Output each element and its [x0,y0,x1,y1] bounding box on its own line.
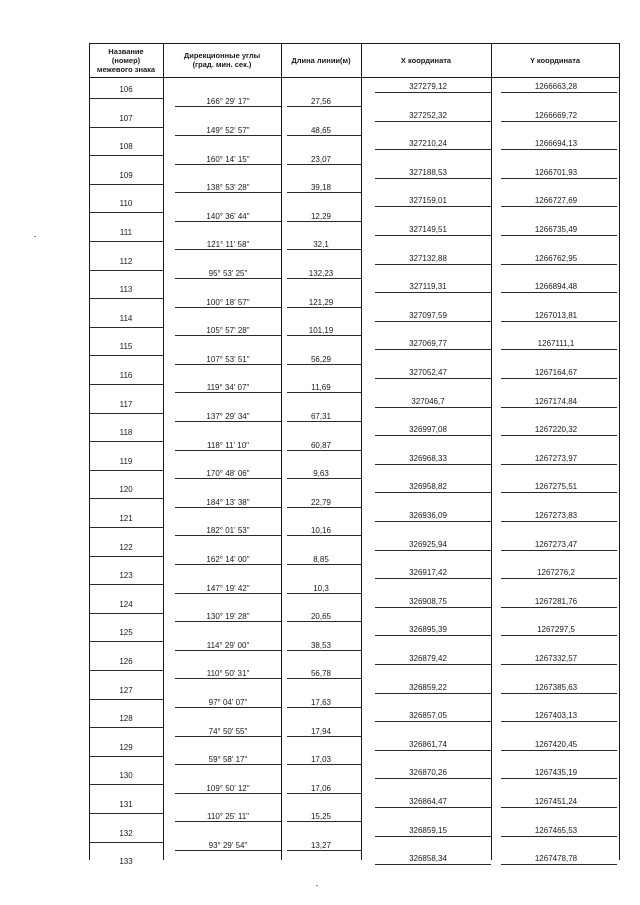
column-divider [491,43,492,860]
y-coordinate: 1267281,76 [534,596,578,606]
direction-angle: 105° 57' 28" [206,326,250,336]
x-underline [375,349,491,350]
header-direction-angle: Дирекционные углы (град. мин. сек.) [183,51,261,69]
line-length: 15,25 [310,812,332,822]
y-underline [501,235,617,236]
y-coordinate: 1267164,67 [534,368,578,377]
y-coordinate: 1267420,45 [534,739,578,749]
y-coordinate: 1266663,28 [534,82,578,91]
direction-angle: 184° 13' 38" [206,497,250,507]
y-underline [501,492,617,493]
y-underline [501,264,617,265]
length-underline [287,307,361,308]
y-coordinate: 1267276,2 [537,568,575,578]
line-length: 17,06 [310,783,332,793]
direction-angle: 119° 34' 07" [206,383,250,393]
line-length: 9,63 [313,469,329,479]
x-coordinate: 326857,05 [409,711,447,721]
x-coordinate: 326958,82 [409,482,447,492]
y-coordinate: 1266762,95 [534,253,578,263]
x-coordinate: 327149,51 [409,225,447,234]
point-name: 120 [119,485,133,495]
x-underline [375,550,491,551]
line-length: 56,29 [310,354,332,364]
x-underline [375,292,491,293]
point-name: 130 [119,771,133,781]
direction-angle: 107° 53' 51" [206,354,250,364]
direction-angle: 140° 36' 44" [206,211,250,221]
point-name: 113 [119,285,133,295]
table-border-right [619,43,620,860]
length-underline [287,478,361,479]
x-underline [375,378,491,379]
angle-underline [175,564,281,565]
line-length: 132,23 [308,268,334,278]
y-coordinate: 1266727,69 [534,196,578,206]
line-length: 12,29 [310,211,332,221]
name-underline [89,270,163,271]
x-coordinate: 327046,7 [411,396,445,406]
angle-underline [175,535,281,536]
length-underline [287,135,361,136]
y-underline [501,464,617,465]
x-underline [375,235,491,236]
x-underline [375,435,491,436]
x-underline [375,178,491,179]
column-divider [163,43,164,860]
direction-angle: 149° 52' 57" [206,125,250,135]
x-coordinate: 327119,31 [409,282,447,292]
direction-angle: 74° 50' 55" [208,726,248,736]
length-underline [287,507,361,508]
line-length: 13,27 [310,840,332,850]
direction-angle: 97° 04' 07" [208,697,248,707]
name-underline [89,298,163,299]
angle-underline [175,821,281,822]
name-underline [89,241,163,242]
direction-angle: 130° 19' 28" [206,612,250,622]
point-name: 114 [119,313,133,323]
length-underline [287,764,361,765]
line-length: 121,29 [308,297,334,307]
line-length: 32,1 [313,240,329,250]
line-length: 17,03 [310,755,332,765]
angle-underline [175,764,281,765]
y-underline [501,807,617,808]
x-coordinate: 327210,24 [409,139,447,149]
x-underline [375,521,491,522]
length-underline [287,221,361,222]
x-underline [375,836,491,837]
x-underline [375,721,491,722]
y-coordinate: 1267273,47 [534,539,578,549]
angle-underline [175,278,281,279]
length-underline [287,821,361,822]
length-underline [287,335,361,336]
x-coordinate: 326859,22 [409,682,447,692]
line-length: 17,94 [310,726,332,736]
name-underline [89,212,163,213]
name-underline [89,784,163,785]
direction-angle: 114° 29' 00" [206,640,250,650]
length-underline [287,564,361,565]
length-underline [287,593,361,594]
x-coordinate: 326917,42 [409,568,447,578]
x-underline [375,607,491,608]
length-underline [287,392,361,393]
x-underline [375,121,491,122]
x-coordinate: 327279,12 [409,82,447,91]
x-coordinate: 326997,08 [409,425,447,435]
length-underline [287,793,361,794]
point-name: 108 [119,142,133,152]
x-coordinate: 327052,47 [409,368,447,377]
y-underline [501,607,617,608]
point-name: 109 [119,170,133,180]
name-underline [89,127,163,128]
angle-underline [175,249,281,250]
y-coordinate: 1267220,32 [534,425,578,435]
angle-underline [175,621,281,622]
name-underline [89,842,163,843]
y-coordinate: 1267403,13 [534,711,578,721]
line-length: 8,85 [313,554,329,564]
direction-angle: 59° 58' 17" [208,755,248,765]
y-coordinate: 1267385,63 [534,682,578,692]
point-name: 118 [119,428,133,438]
line-length: 38,53 [310,640,332,650]
name-underline [89,413,163,414]
header-x-coordinate: X координата [400,55,452,65]
y-underline [501,121,617,122]
x-coordinate: 326895,39 [409,625,447,635]
x-coordinate: 326870,26 [409,768,447,778]
scan-speck [316,885,318,886]
y-underline [501,750,617,751]
length-underline [287,850,361,851]
x-underline [375,149,491,150]
angle-underline [175,678,281,679]
x-underline [375,578,491,579]
y-underline [501,664,617,665]
point-name: 133 [119,857,133,867]
x-coordinate: 327252,32 [409,110,447,120]
direction-angle: 147° 19' 42" [206,583,250,593]
line-length: 17,63 [310,697,332,707]
line-length: 11,69 [311,383,331,393]
y-underline [501,178,617,179]
name-underline [89,155,163,156]
point-name: 124 [119,599,133,609]
length-underline [287,192,361,193]
y-coordinate: 1267275,51 [534,482,578,492]
x-underline [375,206,491,207]
angle-underline [175,736,281,737]
direction-angle: 100° 18' 57" [206,297,250,307]
point-name: 121 [119,514,133,523]
name-underline [89,727,163,728]
y-underline [501,149,617,150]
x-underline [375,635,491,636]
length-underline [287,736,361,737]
length-underline [287,164,361,165]
y-coordinate: 1267174,84 [534,396,578,406]
header-point-name: Название (номер) межевого знака [96,46,156,74]
y-coordinate: 1267451,24 [534,797,578,806]
x-underline [375,92,491,93]
x-coordinate: 326859,15 [409,825,447,835]
y-coordinate: 1267013,81 [534,310,578,320]
point-name: 112 [119,256,133,266]
length-underline [287,249,361,250]
angle-underline [175,364,281,365]
x-underline [375,407,491,408]
point-name: 131 [119,800,133,809]
line-length: 56,78 [310,669,332,679]
y-underline [501,864,617,865]
x-underline [375,664,491,665]
direction-angle: 162° 14' 00" [206,554,250,564]
angle-underline [175,192,281,193]
direction-angle: 160° 14' 15" [206,154,250,164]
y-coordinate: 1267111,1 [537,339,575,349]
angle-underline [175,307,281,308]
point-name: 111 [119,228,133,237]
scan-speck [34,236,36,237]
length-underline [287,278,361,279]
direction-angle: 110° 50' 31" [206,669,250,679]
y-coordinate: 1267332,57 [534,654,578,663]
name-underline [89,756,163,757]
y-underline [501,407,617,408]
y-underline [501,435,617,436]
column-divider [281,43,282,860]
direction-angle: 95° 53' 25" [208,268,248,278]
name-underline [89,441,163,442]
header-y-coordinate: Y координата [529,55,581,65]
angle-underline [175,478,281,479]
x-underline [375,693,491,694]
angle-underline [175,135,281,136]
point-name: 122 [119,542,133,552]
angle-underline [175,164,281,165]
y-underline [501,550,617,551]
direction-angle: 109° 50' 12" [206,783,250,793]
y-underline [501,778,617,779]
y-coordinate: 1266894,48 [534,282,578,292]
x-underline [375,778,491,779]
direction-angle: 166° 29' 17" [206,97,250,107]
point-name: 132 [119,828,133,838]
y-coordinate: 1267435,19 [534,768,578,778]
name-underline [89,498,163,499]
y-underline [501,206,617,207]
y-underline [501,635,617,636]
name-underline [89,813,163,814]
y-underline [501,521,617,522]
point-name: 116 [119,371,133,380]
direction-angle: 170° 48' 06" [206,469,250,479]
direction-angle: 137° 29' 34" [206,411,250,421]
x-underline [375,807,491,808]
point-name: 115 [119,342,133,352]
length-underline [287,106,361,107]
x-coordinate: 326879,42 [409,654,447,663]
angle-underline [175,707,281,708]
y-coordinate: 1266735,49 [534,225,578,234]
x-underline [375,750,491,751]
x-coordinate: 326968,33 [409,453,447,463]
name-underline [89,584,163,585]
direction-angle: 93° 29' 54" [208,840,248,850]
angle-underline [175,335,281,336]
point-name: 127 [119,685,133,695]
line-length: 10,16 [310,526,332,536]
x-underline [375,264,491,265]
name-underline [89,527,163,528]
x-coordinate: 326861,74 [409,739,447,749]
y-underline [501,92,617,93]
length-underline [287,707,361,708]
line-length: 101,19 [308,326,334,336]
x-coordinate: 326925,94 [409,539,447,549]
y-underline [501,349,617,350]
angle-underline [175,507,281,508]
point-name: 123 [119,571,133,581]
angle-underline [175,850,281,851]
point-name: 126 [119,657,133,666]
length-underline [287,450,361,451]
boundary-coordinates-table [89,43,620,867]
y-underline [501,836,617,837]
x-underline [375,492,491,493]
direction-angle: 121° 11' 58" [206,240,250,250]
y-underline [501,292,617,293]
name-underline [89,355,163,356]
angle-underline [175,450,281,451]
x-coordinate: 326936,09 [409,511,447,520]
x-underline [375,464,491,465]
line-length: 10,3 [313,583,329,593]
length-underline [287,650,361,651]
name-underline [89,98,163,99]
header-line-length: Длина линии(м) [291,55,351,65]
y-coordinate: 1266694,13 [534,139,578,149]
x-underline [375,864,491,865]
point-name: 125 [119,628,133,638]
y-coordinate: 1266701,93 [534,167,578,177]
x-coordinate: 327097,59 [409,310,447,320]
name-underline [89,641,163,642]
point-name: 107 [119,113,133,123]
table-border-left [89,43,90,860]
line-length: 48,65 [310,125,332,135]
angle-underline [175,221,281,222]
angle-underline [175,593,281,594]
point-name: 119 [119,456,133,466]
x-underline [375,321,491,322]
x-coordinate: 327132,88 [409,253,447,263]
line-length: 22,79 [310,497,332,507]
name-underline [89,699,163,700]
angle-underline [175,392,281,393]
name-underline [89,384,163,385]
direction-angle: 138° 53' 28" [206,183,250,193]
angle-underline [175,793,281,794]
column-divider [361,43,362,860]
y-underline [501,321,617,322]
point-name: 128 [119,714,133,724]
line-length: 23,07 [310,154,332,164]
line-length: 27,56 [310,97,332,107]
point-name: 110 [119,199,133,209]
y-coordinate: 1266669,72 [534,110,578,120]
header-divider [89,77,620,78]
name-underline [89,556,163,557]
length-underline [287,421,361,422]
x-coordinate: 326858,34 [409,854,447,864]
y-coordinate: 1267273,97 [534,453,578,463]
y-underline [501,378,617,379]
x-coordinate: 326864,47 [409,797,447,806]
length-underline [287,364,361,365]
x-coordinate: 326908,75 [409,596,447,606]
point-name: 117 [119,399,133,409]
length-underline [287,535,361,536]
direction-angle: 182° 01' 53" [206,526,250,536]
x-coordinate: 327188,53 [409,167,447,177]
direction-angle: 118° 11' 10" [207,440,249,450]
y-underline [501,721,617,722]
y-underline [501,693,617,694]
line-length: 39,18 [310,183,332,193]
length-underline [287,678,361,679]
line-length: 20,65 [310,612,332,622]
angle-underline [175,421,281,422]
name-underline [89,670,163,671]
x-coordinate: 327069,77 [409,339,447,349]
name-underline [89,184,163,185]
length-underline [287,621,361,622]
line-length: 67,31 [310,411,332,421]
direction-angle: 110° 25' 11" [207,812,249,822]
line-length: 60,87 [310,440,332,450]
name-underline [89,327,163,328]
point-name: 106 [119,85,133,94]
x-coordinate: 327159,01 [409,196,447,206]
name-underline [89,470,163,471]
y-underline [501,578,617,579]
y-coordinate: 1267273,83 [534,511,578,520]
angle-underline [175,106,281,107]
y-coordinate: 1267297,5 [537,625,575,635]
y-coordinate: 1267478,78 [534,854,578,864]
name-underline [89,613,163,614]
point-name: 129 [119,742,133,752]
y-coordinate: 1267465,53 [534,825,578,835]
angle-underline [175,650,281,651]
